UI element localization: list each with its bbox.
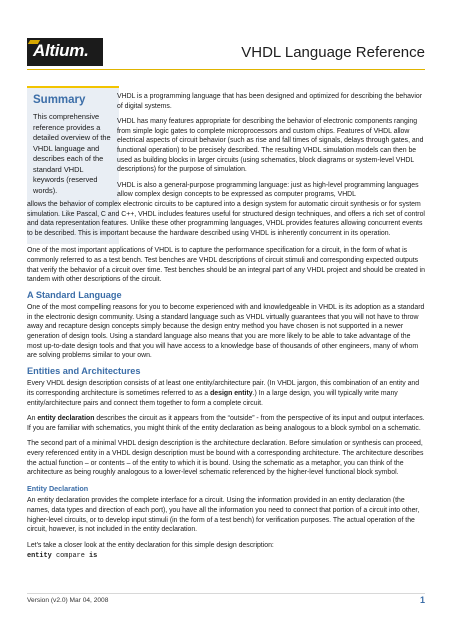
code-sample bbox=[27, 552, 425, 562]
text-run: An bbox=[27, 415, 38, 423]
paragraph-interface: An entity declaration provides the complete interface for a circuit. Using the information provided in an entity declaration (the names, data types and direction of each port), you have all the information you need to connect that portion of a circuit into other, higher-level circuits, or to develop input stimuli (in the form of a test bench) for verification purposes. The actual operation of the circuit, however, is not included in the entity declaration. bbox=[27, 497, 420, 534]
page-number: 1 bbox=[419, 595, 425, 605]
paragraph-intro: VHDL is a programming language that has been designed and optimized for describing the behavior of digital systems. bbox=[117, 93, 423, 110]
page-footer bbox=[27, 593, 425, 606]
code-keyword: entity bbox=[27, 552, 52, 561]
page-header bbox=[0, 0, 452, 70]
logo-text: Altium. bbox=[33, 41, 89, 60]
document-title: VHDL Language Reference bbox=[241, 44, 425, 61]
code-identifier: compare bbox=[51, 552, 90, 561]
text-run: Every VHDL design description consists of at least one entity/architecture pair. (In VHDL jargon, this combination of an entity and its corresponding architecture is sometimes referred to as a bbox=[27, 380, 420, 398]
heading-entity-declaration: Entity Declaration bbox=[27, 483, 89, 493]
header-rule bbox=[27, 69, 425, 70]
paragraph-features: VHDL has many features appropriate for describing the behavior of electronic components ranging from simple logic gates to complete microprocessors and custom chips. Features of VHDL allow electrical aspects of circuit behavior (such as rise and fall times of signals, delays through gates, and functional operation) to be precisely described. The resulting VHDL simulation models can then be used as building blocks in larger circuits (using schematics, block diagrams or system-level VHDL descriptions) for the purpose of simulation. bbox=[117, 118, 424, 174]
paragraph-general-purpose-b: allows the behavior of complex electronic circuits to be captured into a design system for automatic circuit synthesis or for system simulation. Like Pascal, C and C++, VHDL includes features useful for structured design techniques, and offers a rich set of control and data representation features. Unlike these other programming languages, VHDL provides features allowing concurrent events to be described. This is important because the hardware described using VHDL is inherently concurrent in its operation. bbox=[27, 200, 425, 237]
heading-standard-language: A Standard Language bbox=[27, 289, 122, 300]
paragraph-closer-look: Let's take a closer look at the entity declaration for this simple design description: bbox=[27, 541, 274, 549]
paragraph-architecture: The second part of a minimal VHDL design description is the architecture declaration. Before simulation or synthesis can proceed, every referenced entity in a VHDL design description must be bound with a corresponding architecture. The architecture describes the actual function – or contents – of the entity to which it is bound. Using the schematic as a metaphor, you can think of the architecture as being roughly analogous to a lower-level schematic referenced by the higher-level functional block symbol. bbox=[27, 440, 424, 477]
altium-logo bbox=[27, 38, 103, 66]
paragraph-test-bench: One of the most important applications of VHDL is to capture the performance specification for a circuit, in the form of what is commonly referred to as a test bench. Test benches are VHDL descriptions of circuit stimuli and corresponding expected outputs that verify the behavior of a circuit over time. Test benches should be an integral part of any VHDL project and should be created in tandem with other descriptions of the circuit. bbox=[27, 247, 425, 284]
term-design-entity: design entity bbox=[210, 390, 253, 398]
heading-entities-architectures: Entities and Architectures bbox=[27, 365, 141, 376]
main-content bbox=[27, 92, 425, 562]
paragraph-standard: One of the most compelling reasons for you to become experienced with and knowledgeable in VHDL is its adoption as a standard in the electronic design community. Using a standard language such as VHDL virtually guarantees that you will not have to throw away and recapture design concepts simply because the design entry method you have chosen is not supported in a newer generation of design tools. Using a standard language also means that you are more likely to be able to take advantage of the most up-to-date design tools and that you will have access to a knowledge base of thousands of other engineers, many of whom are solving problems similar to your own. bbox=[27, 304, 425, 360]
version-label: Version (v2.0) Mar 04, 2008 bbox=[27, 597, 109, 604]
text-run: .) In a large design, you will typically write many entity/architecture pairs and connect them together to form a complete circuit. bbox=[27, 390, 398, 407]
summary-text: This comprehensive reference provides a detailed overview of the VHDL language and describes each of the standard VHDL keywords (reserved words). bbox=[33, 112, 111, 195]
summary-heading: Summary bbox=[33, 94, 86, 106]
term-entity-declaration: entity declaration bbox=[37, 415, 95, 423]
paragraph-entity-declaration bbox=[27, 414, 425, 433]
paragraph-entity-pair bbox=[27, 379, 425, 408]
paragraph-general-purpose-a: VHDL is also a general-purpose programming language: just as high-level programming languages allow complex design concepts to be expressed as computer programs, VHDL bbox=[117, 181, 419, 199]
code-keyword: is bbox=[89, 552, 98, 561]
text-run: describes the circuit as it appears from the “outside” - from the perspective of its input and output interfaces. If you are familiar with schematics, you might think of the entity declaration as being analogous to a block symbol on a schematic. bbox=[27, 415, 425, 432]
